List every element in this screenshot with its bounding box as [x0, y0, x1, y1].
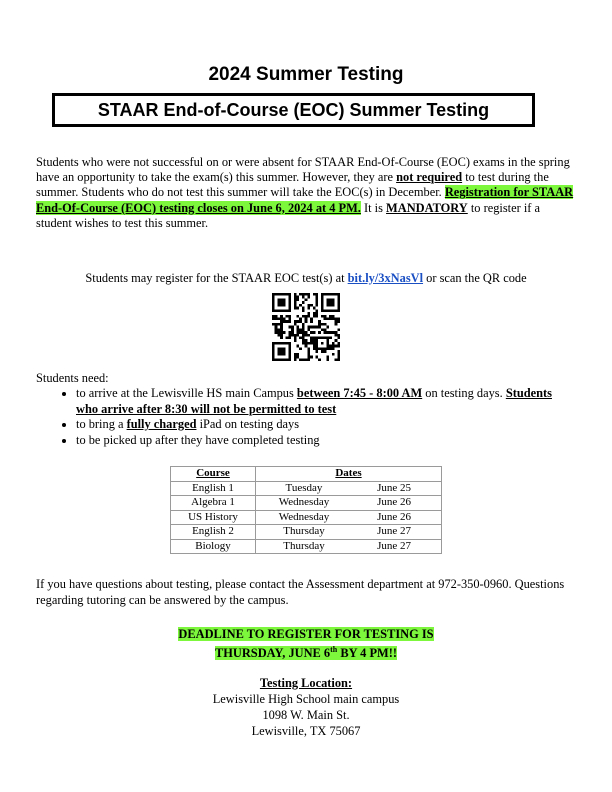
intro-paragraph [36, 155, 578, 231]
location-line-2: 1098 W. Main St. [262, 708, 350, 722]
course-column-header: Course [171, 467, 256, 482]
page-title: 2024 Summer Testing [208, 64, 404, 85]
students-need-heading: Students need: [36, 371, 109, 385]
location-line-1: Lewisville High School main campus [212, 692, 400, 706]
list-item: • to arrive at the Lewisville HS main Campus between 7:45 - 8:00 AM on testing days. Students who arrive after 8:30 will not be permitted to test [76, 386, 576, 417]
register-text-before: Students may register for the STAAR EOC test(s) at [85, 271, 348, 285]
registration-link[interactable]: bit.ly/3xNasVl [347, 271, 424, 285]
deadline-notice [0, 626, 612, 661]
dates-column-header: Dates [256, 467, 442, 482]
fully-charged-text: fully charged [126, 417, 197, 432]
table-row: English 1 Tuesday June 25 [171, 481, 442, 496]
late-arrival-warning: Students who arrive after 8:30 will not be permitted to test [76, 386, 552, 416]
deadline-line-1: DEADLINE TO REGISTER FOR TESTING IS [178, 627, 434, 641]
location-line-3: Lewisville, TX 75067 [251, 724, 361, 738]
table-row: Biology Thursday June 27 [171, 539, 442, 554]
intro-text-1: Students who were not successful on or were absent for STAAR End-Of-Course (EOC) exams in the spring have an opportunity to take the exam(s) this summer. However, they are [36, 155, 570, 185]
register-text-after: or scan the QR code [423, 271, 527, 285]
schedule-table [170, 466, 442, 554]
location-heading: Testing Location: [259, 676, 353, 690]
register-line [0, 271, 612, 286]
registration-deadline-highlight: Registration for STAAR End-Of-Course (EOC) testing closes on June 6, 2024 at 4 PM. [36, 185, 574, 215]
boxed-subtitle [52, 93, 535, 127]
table-row: US History Wednesday June 26 [171, 510, 442, 525]
subtitle-text: STAAR End-of-Course (EOC) Summer Testing [97, 99, 490, 120]
requirements-list [36, 386, 576, 448]
intro-text-3: It is [360, 200, 387, 215]
questions-paragraph: If you have questions about testing, please contact the Assessment department at 972-350-0960. Questions regarding tutoring can be answered by the campus. [36, 577, 565, 607]
intro-text-4: to register if a student wishes to test this summer. [36, 200, 541, 230]
table-row: Algebra 1 Wednesday June 26 [171, 496, 442, 511]
testing-location [0, 675, 612, 739]
list-item: • to bring a fully charged iPad on testing days [76, 417, 576, 433]
not-required-text: not required [396, 170, 463, 185]
list-item: • to be picked up after they have completed testing [76, 433, 576, 449]
arrival-time-text: between 7:45 - 8:00 AM [296, 386, 423, 400]
table-row: English 2 Thursday June 27 [171, 525, 442, 540]
intro-text-2: to test during the summer. Students who do not test this summer will take the EOC(s) in December. [36, 170, 549, 200]
mandatory-text: MANDATORY [386, 200, 468, 215]
qr-code-icon[interactable] [272, 293, 340, 361]
deadline-line-2: THURSDAY, JUNE 6th BY 4 PM!! [215, 645, 397, 661]
